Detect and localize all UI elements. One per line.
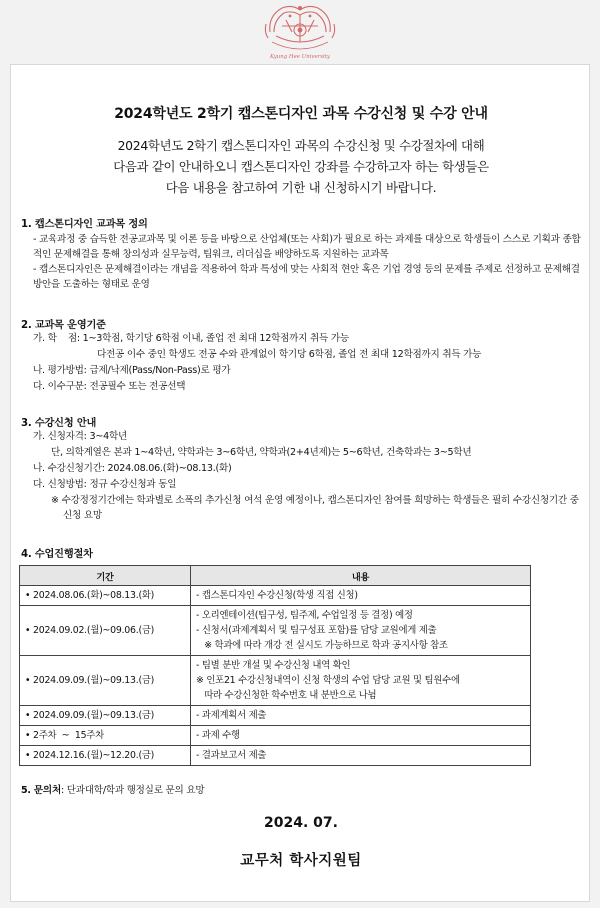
content-line: - 캡스톤디자인 수강신청(학생 직접 신청) bbox=[196, 590, 358, 601]
table-row bbox=[20, 706, 531, 726]
content-line: - 신청서(과제계획서 및 팀구성표 포함)를 담당 교원에게 제출 bbox=[196, 625, 437, 636]
period-cell: • 2024.12.16.(월)~12.20.(금) bbox=[20, 746, 191, 766]
table-row bbox=[20, 606, 531, 656]
credit-rule-note: 다전공 이수 중인 학생도 전공 수와 관계없이 학기당 6학점, 졸업 전 최대 12학점까지 취득 가능 bbox=[97, 349, 482, 360]
period-cell: • 2024.09.09.(월)~09.13.(금) bbox=[20, 656, 191, 706]
intro-paragraph bbox=[11, 135, 591, 198]
content-cell bbox=[191, 746, 531, 766]
page-title: 2024학년도 2학기 캡스톤디자인 과목 수강신청 및 수강 안내 bbox=[114, 106, 488, 122]
period-cell: • 2024.09.09.(월)~09.13.(금) bbox=[20, 706, 191, 726]
section-1-heading: 1. 캡스톤디자인 교과목 정의 bbox=[21, 219, 148, 230]
col-period-header: 기간 bbox=[20, 566, 191, 586]
schedule-table bbox=[19, 565, 531, 766]
content-line: 따라 수강신청한 학수번호 내 분반으로 나뉨 bbox=[196, 690, 377, 701]
registration-method: 다. 신청방법: 정규 수강신청과 동일 bbox=[33, 479, 177, 490]
content-line: ※ 학과에 따라 개강 전 실시도 가능하므로 학과 공지사항 참조 bbox=[196, 640, 448, 651]
eligibility: 가. 신청자격: 3~4학년 bbox=[33, 431, 127, 442]
col-content-header: 내용 bbox=[191, 566, 531, 586]
intro-line: 다음과 같이 안내하오니 캡스톤디자인 강좌를 수강하고자 하는 학생들은 bbox=[113, 159, 489, 174]
content-cell bbox=[191, 706, 531, 726]
content-line: - 결과보고서 제출 bbox=[196, 750, 267, 761]
issuing-office: 교무처 학사지원팀 bbox=[240, 853, 362, 869]
university-seal-logo bbox=[262, 2, 338, 62]
credit-rule: 가. 학 점: 1~3학점, 학기당 6학점 이내, 졸업 전 최대 12학점까지 취득 가능 bbox=[33, 333, 349, 344]
content-cell bbox=[191, 726, 531, 746]
content-line: - 과제계획서 제출 bbox=[196, 710, 267, 721]
content-cell bbox=[191, 606, 531, 656]
evaluation-rule: 나. 평가방법: 급제/낙제(Pass/Non-Pass)로 평가 bbox=[33, 365, 231, 376]
content-line: - 팀별 분반 개설 및 수강신청 내역 확인 bbox=[196, 660, 351, 671]
section-4-heading: 4. 수업진행절차 bbox=[21, 549, 93, 560]
contact-text: : 단과대학/학과 행정실로 문의 요망 bbox=[60, 785, 205, 796]
registration-note: ※ 수강정정기간에는 학과별로 소폭의 추가신청 여석 운영 예정이나, 캡스톤디자인 참여를 희망하는 학생들은 필히 수강신청기간 중 신청 요망 bbox=[51, 495, 579, 521]
seal-text: Kyung Hee University bbox=[270, 54, 330, 60]
issue-date: 2024. 07. bbox=[264, 815, 338, 831]
section-1-bullet: - 교육과정 중 습득한 전공교과목 및 이론 등을 바탕으로 산업체(또는 사회)가 필요로 하는 과제를 대상으로 학생들이 스스로 기획과 종합적인 문제해결을 통해 창의성과 실무능력, 팀워크, 리더십을 배양하도록 지원하는 교과목 bbox=[33, 234, 581, 260]
content-line: ※ 인포21 수강신청내역이 신청 학생의 수업 담당 교원 및 팀원수에 bbox=[196, 675, 460, 686]
table-row bbox=[20, 746, 531, 766]
intro-line: 다음 내용을 참고하여 기한 내 신청하시기 바랍니다. bbox=[165, 180, 437, 195]
period-cell: • 2024.09.02.(월)~09.06.(금) bbox=[20, 606, 191, 656]
content-line: - 과제 수행 bbox=[196, 730, 240, 741]
section-2-heading: 2. 교과목 운영기준 bbox=[21, 320, 106, 331]
intro-line: 2024학년도 2학기 캡스톤디자인 과목의 수강신청 및 수강절차에 대해 bbox=[117, 138, 485, 153]
registration-period: 나. 수강신청기간: 2024.08.06.(화)~08.13.(화) bbox=[33, 463, 232, 474]
section-1-bullet: - 캡스톤디자인은 문제해결이라는 개념을 적용하여 학과 특성에 맞는 사회적 현안 혹은 기업 경영 등의 문제를 주제로 선정하고 문제해결 방안을 도출하는 형태로 운영 bbox=[33, 264, 580, 290]
section-5 bbox=[21, 783, 204, 798]
notice-document bbox=[10, 64, 590, 902]
table-row bbox=[20, 656, 531, 706]
content-line: - 오리엔테이션(팀구성, 팀주제, 수업일정 등 결정) 예정 bbox=[196, 610, 413, 621]
content-cell bbox=[191, 586, 531, 606]
course-type-rule: 다. 이수구분: 전공필수 또는 전공선택 bbox=[33, 381, 186, 392]
section-3-heading: 3. 수강신청 안내 bbox=[21, 418, 97, 429]
section-5-heading: 5. 문의처 bbox=[21, 785, 61, 796]
table-row bbox=[20, 586, 531, 606]
table-row bbox=[20, 726, 531, 746]
period-cell: • 2024.08.06.(화)~08.13.(화) bbox=[20, 586, 191, 606]
content-cell bbox=[191, 656, 531, 706]
eligibility-note: 단, 의학계열은 본과 1~4학년, 약학과는 3~6학년, 약학과(2+4년제)는 5~6학년, 건축학과는 3~5학년 bbox=[51, 447, 472, 458]
period-cell: • 2주차 ~ 15주차 bbox=[20, 726, 191, 746]
